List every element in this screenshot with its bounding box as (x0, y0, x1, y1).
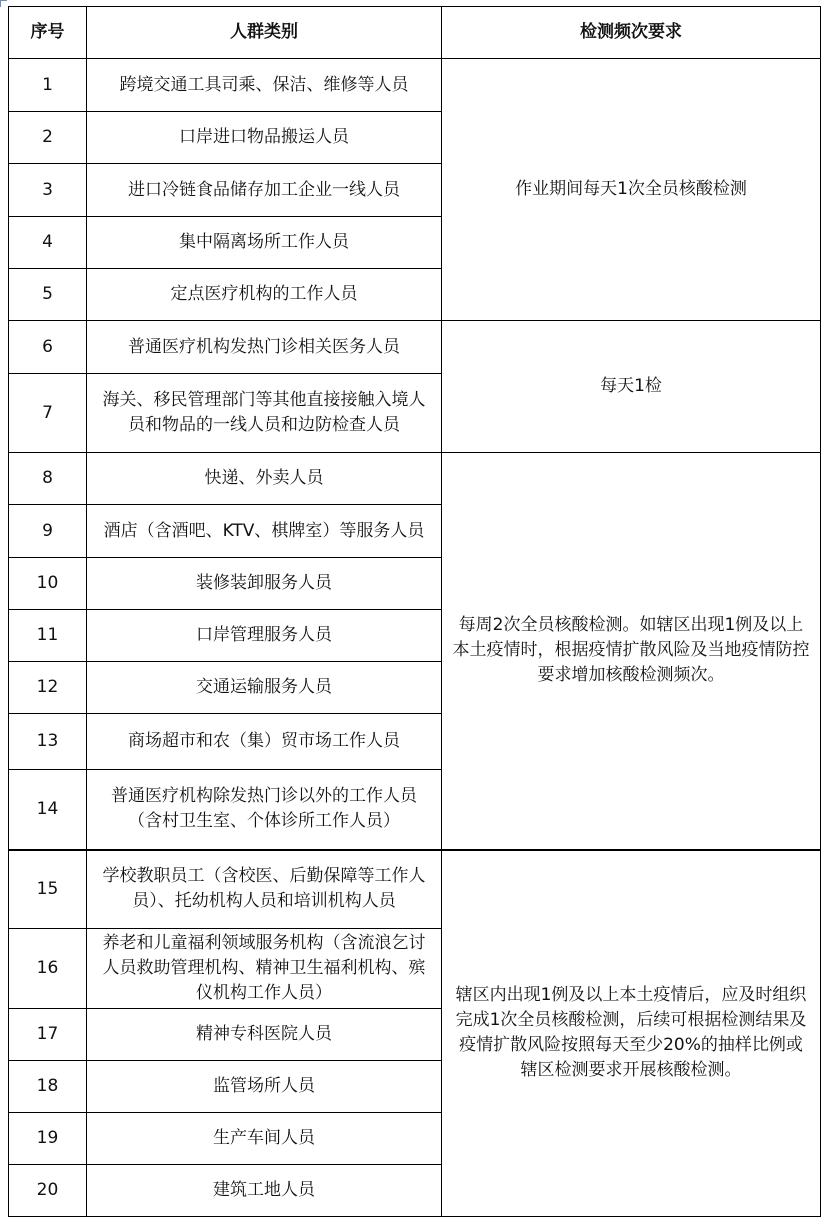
row-index: 19 (9, 1113, 87, 1165)
corner-mark (0, 0, 7, 7)
requirement-group-1: 作业期间每天1次全员核酸检测 (442, 59, 821, 321)
row-category: 生产车间人员 (87, 1113, 442, 1165)
requirement-group-4: 辖区内出现1例及以上本土疫情后，应及时组织完成1次全员核酸检测，后续可根据检测结果及疫情扩散风险按照每天至少20%的抽样比例或辖区检测要求开展核酸检测。 (442, 850, 821, 1217)
row-category: 跨境交通工具司乘、保洁、维修等人员 (87, 59, 442, 112)
row-category: 口岸管理服务人员 (87, 610, 442, 662)
row-index: 5 (9, 269, 87, 321)
row-category: 酒店（含酒吧、KTV、棋牌室）等服务人员 (87, 505, 442, 558)
row-category: 进口冷链食品储存加工企业一线人员 (87, 164, 442, 217)
row-index: 6 (9, 321, 87, 374)
row-index: 7 (9, 374, 87, 453)
table-row (9, 453, 821, 505)
row-index: 1 (9, 59, 87, 112)
row-category: 装修装卸服务人员 (87, 558, 442, 610)
row-category: 精神专科医院人员 (87, 1009, 442, 1061)
requirement-group-2: 每天1检 (442, 321, 821, 453)
row-category: 海关、移民管理部门等其他直接接触入境人员和物品的一线人员和边防检查人员 (87, 374, 442, 453)
header-frequency: 检测频次要求 (442, 7, 821, 59)
row-index: 2 (9, 112, 87, 164)
row-index: 12 (9, 662, 87, 714)
row-index: 15 (9, 850, 87, 929)
row-index: 9 (9, 505, 87, 558)
table-row (9, 59, 821, 112)
row-index: 4 (9, 217, 87, 269)
row-index: 3 (9, 164, 87, 217)
table-row (9, 321, 821, 374)
row-category: 建筑工地人员 (87, 1165, 442, 1217)
row-category: 集中隔离场所工作人员 (87, 217, 442, 269)
row-index: 18 (9, 1061, 87, 1113)
header-row (9, 7, 821, 59)
row-category: 养老和儿童福利领域服务机构（含流浪乞讨人员救助管理机构、精神卫生福利机构、殡仪机构工作人员） (87, 929, 442, 1009)
testing-frequency-table (8, 6, 821, 1217)
row-index: 17 (9, 1009, 87, 1061)
row-category: 普通医疗机构除发热门诊以外的工作人员（含村卫生室、个体诊所工作人员） (87, 770, 442, 850)
row-index: 14 (9, 770, 87, 850)
row-category: 口岸进口物品搬运人员 (87, 112, 442, 164)
row-index: 8 (9, 453, 87, 505)
row-category: 学校教职员工（含校医、后勤保障等工作人员）、托幼机构人员和培训机构人员 (87, 850, 442, 929)
header-index: 序号 (9, 7, 87, 59)
row-category: 商场超市和农（集）贸市场工作人员 (87, 714, 442, 770)
row-index: 11 (9, 610, 87, 662)
row-index: 10 (9, 558, 87, 610)
header-category: 人群类别 (87, 7, 442, 59)
row-category: 监管场所人员 (87, 1061, 442, 1113)
row-category: 普通医疗机构发热门诊相关医务人员 (87, 321, 442, 374)
table-row (9, 850, 821, 929)
requirement-group-3: 每周2次全员核酸检测。如辖区出现1例及以上本土疫情时，根据疫情扩散风险及当地疫情防控要求增加核酸检测频次。 (442, 453, 821, 850)
row-index: 16 (9, 929, 87, 1009)
row-index: 20 (9, 1165, 87, 1217)
row-category: 定点医疗机构的工作人员 (87, 269, 442, 321)
row-index: 13 (9, 714, 87, 770)
row-category: 交通运输服务人员 (87, 662, 442, 714)
row-category: 快递、外卖人员 (87, 453, 442, 505)
